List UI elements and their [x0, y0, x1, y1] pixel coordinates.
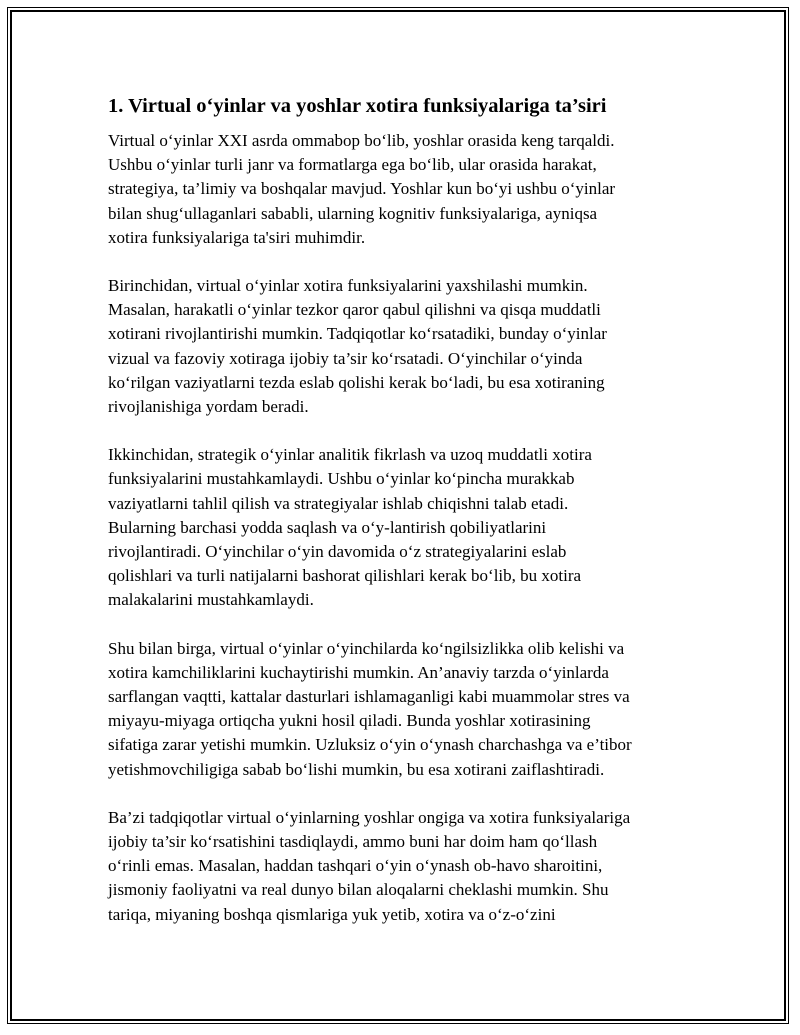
- text-line: Shu bilan birga, virtual o‘yinlar o‘yinchilarda ko‘ngilsizlikka olib kelishi va: [108, 638, 625, 658]
- text-line: rivojlantiradi. O‘yinchilar o‘yin davomida o‘z strategiyalarini eslab: [108, 542, 567, 562]
- text-line: Ba’zi tadqiqotlar virtual o‘yinlarning yoshlar ongiga va xotira funksiyalariga: [108, 807, 631, 827]
- section-heading: 1. Virtual o‘yinlar va yoshlar xotira funksiyalariga ta’siri: [108, 95, 607, 117]
- paragraph: [108, 637, 698, 782]
- text-line: sifatiga zarar yetishi mumkin. Uzluksiz o‘yin o‘ynash charchashga va e’tibor: [108, 735, 632, 755]
- text-line: xotirani rivojlantirishi mumkin. Tadqiqotlar ko‘rsatadiki, bunday o‘yinlar: [108, 324, 607, 344]
- text-line: xotira kamchiliklarini kuchaytirishi mumkin. An’anaviy tarzda o‘yinlarda: [108, 662, 609, 682]
- text-line: strategiya, ta’limiy va boshqalar mavjud. Yoshlar kun bo‘yi ushbu o‘yinlar: [108, 179, 616, 199]
- text-line: bilan shug‘ullaganlari sababli, ularning kognitiv funksiyalariga, ayniqsa: [108, 203, 598, 223]
- paragraph: [108, 274, 698, 419]
- text-line: Birinchidan, virtual o‘yinlar xotira funksiyalarini yaxshilashi mumkin.: [108, 276, 588, 296]
- paragraph: [108, 129, 698, 250]
- text-line: vizual va fazoviy xotiraga ijobiy ta’sir ko‘rsatadi. O‘yinchilar o‘yinda: [108, 348, 583, 368]
- paragraph-list: [108, 129, 698, 927]
- text-line: tariqa, miyaning boshqa qismlariga yuk yetib, xotira va o‘z-o‘zini: [108, 904, 556, 924]
- document-body: [108, 92, 698, 951]
- text-line: malakalarini mustahkamlaydi.: [108, 590, 314, 610]
- text-line: xotira funksiyalariga ta'siri muhimdir.: [108, 227, 366, 247]
- text-line: ijobiy ta’sir ko‘rsatishini tasdiqlaydi, ammo buni har doim ham qo‘llash: [108, 832, 598, 852]
- text-line: qolishlari va turli natijalarni bashorat qilishlari kerak bo‘lib, bu xotira: [108, 566, 582, 586]
- text-line: yetishmovchiligiga sabab bo‘lishi mumkin, bu esa xotirani zaiflashtiradi.: [108, 759, 605, 779]
- text-line: Bularning barchasi yodda saqlash va o‘y-lantirish qobiliyatlarini: [108, 517, 547, 537]
- text-line: sarflangan vaqtti, kattalar dasturlari ishlamaganligi kabi muammolar stres va: [108, 687, 630, 707]
- paragraph: [108, 443, 698, 612]
- text-line: Ushbu o‘yinlar turli janr va formatlarga ega bo‘lib, ular orasida harakat,: [108, 155, 597, 175]
- text-line: Ikkinchidan, strategik o‘yinlar analitik fikrlash va uzoq muddatli xotira: [108, 445, 592, 465]
- text-line: ko‘rilgan vaziyatlarni tezda eslab qolishi kerak bo‘ladi, bu esa xotiraning: [108, 372, 605, 392]
- text-line: vaziyatlarni tahlil qilish va strategiyalar ishlab chiqishni talab etadi.: [108, 493, 569, 513]
- text-line: rivojlanishiga yordam beradi.: [108, 397, 309, 417]
- text-line: o‘rinli emas. Masalan, haddan tashqari o‘yin o‘ynash ob-havo sharoitini,: [108, 856, 603, 876]
- text-line: funksiyalarini mustahkamlaydi. Ushbu o‘yinlar ko‘pincha murakkab: [108, 469, 575, 489]
- text-line: Virtual o‘yinlar XXI asrda ommabop bo‘lib, yoshlar orasida keng tarqaldi.: [108, 131, 615, 150]
- paragraph: [108, 806, 698, 927]
- text-line: jismoniy faoliyatni va real dunyo bilan aloqalarni cheklashi mumkin. Shu: [108, 880, 609, 900]
- text-line: Masalan, harakatli o‘yinlar tezkor qaror qabul qilishni va qisqa muddatli: [108, 300, 601, 320]
- text-line: miyayu-miyaga ortiqcha yukni hosil qiladi. Bunda yoshlar xotirasining: [108, 711, 591, 731]
